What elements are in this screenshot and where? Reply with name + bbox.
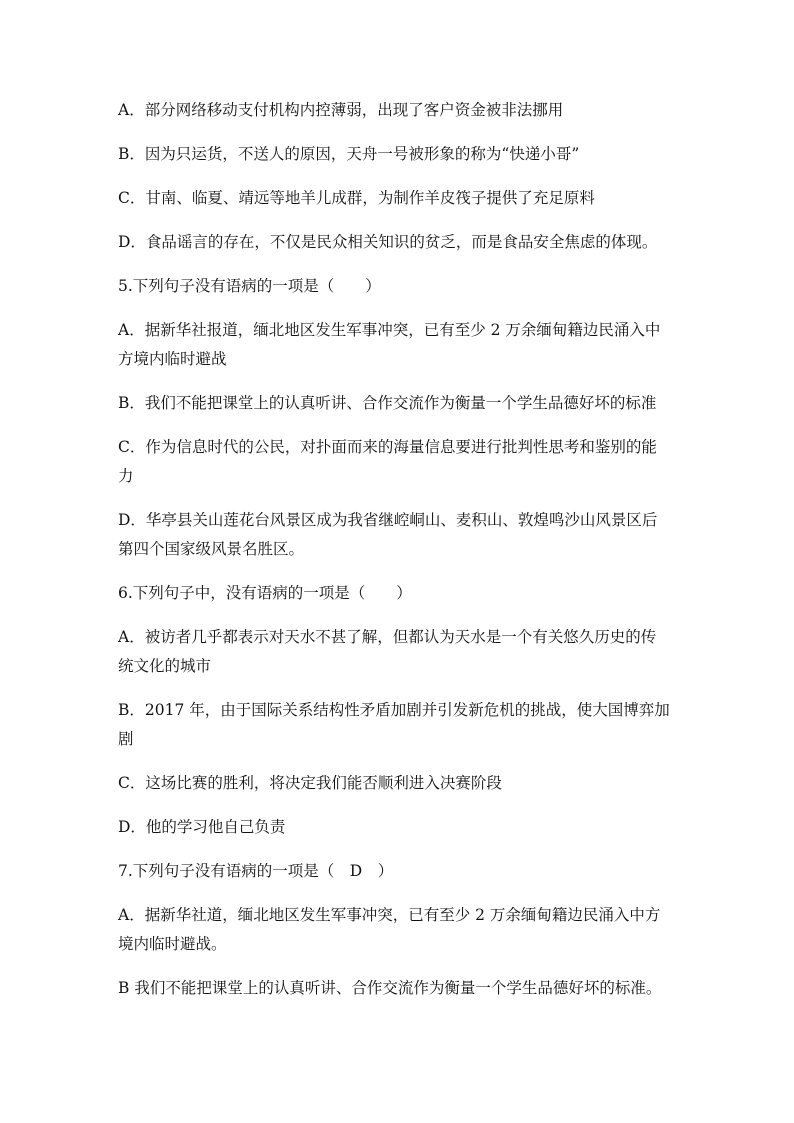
option-c-q6: C．这场比赛的胜利，将决定我们能否顺利进入决赛阶段	[118, 774, 502, 792]
question-6-stem: 6.下列句子中，没有语病的一项是（ ）	[118, 584, 412, 602]
option-b-q6-line2: 剧	[118, 730, 134, 748]
option-c-q5-line1: C．作为信息时代的公民，对扑面而来的海量信息要进行批判性思考和鉴别的能	[118, 438, 657, 456]
option-b-q5: B．我们不能把课堂上的认真听讲、合作交流作为衡量一个学生品德好坏的标准	[118, 394, 657, 412]
option-c-q5-line2: 力	[118, 467, 134, 485]
option-a-q7-line1: A．据新华社道，缅北地区发生军事冲突，已有至少 2 万余缅甸籍边民涌入中方	[118, 906, 661, 924]
option-d-q6: D．他的学习他自己负责	[118, 818, 286, 836]
option-d-q5-line1: D．华亭县关山莲花台风景区成为我省继崆峒山、麦积山、敦煌鸣沙山风景区后	[118, 511, 658, 529]
option-a-q5-line2: 方境内临时避战	[118, 350, 227, 368]
option-a-q4: A．部分网络移动支付机构内控薄弱，出现了客户资金被非法挪用	[118, 101, 564, 119]
option-a-q6-line1: A．被访者几乎都表示对天水不甚了解，但都认为天水是一个有关悠久历史的传	[118, 628, 657, 646]
option-d-q4: D．食品谣言的存在，不仅是民众相关知识的贫乏，而是食品安全焦虑的体现。	[118, 233, 658, 251]
option-a-q6-line2: 统文化的城市	[118, 657, 212, 675]
option-a-q5-line1: A．据新华社报道，缅北地区发生军事冲突，已有至少 2 万余缅甸籍边民涌入中	[118, 321, 661, 339]
option-a-q7-line2: 境内临时避战。	[118, 935, 227, 953]
question-7-stem: 7.下列句子没有语病的一项是（ D ）	[118, 862, 394, 880]
document-page	[118, 96, 678, 1003]
question-5-stem: 5.下列句子没有语病的一项是（ ）	[118, 277, 381, 295]
option-b-q7: B 我们不能把课堂上的认真听讲、合作交流作为衡量一个学生品德好坏的标准。	[118, 979, 662, 997]
option-d-q5-line2: 第四个国家级风景名胜区。	[118, 540, 305, 558]
option-b-q4: B．因为只运货，不送人的原因，天舟一号被形象的称为“快递小哥”	[118, 145, 580, 163]
option-c-q4: C．甘南、临夏、靖远等地羊儿成群，为制作羊皮筏子提供了充足原料	[118, 189, 595, 207]
option-b-q6-line1: B．2017 年，由于国际关系结构性矛盾加剧并引发新危机的挑战，使大国博弈加	[118, 701, 670, 719]
